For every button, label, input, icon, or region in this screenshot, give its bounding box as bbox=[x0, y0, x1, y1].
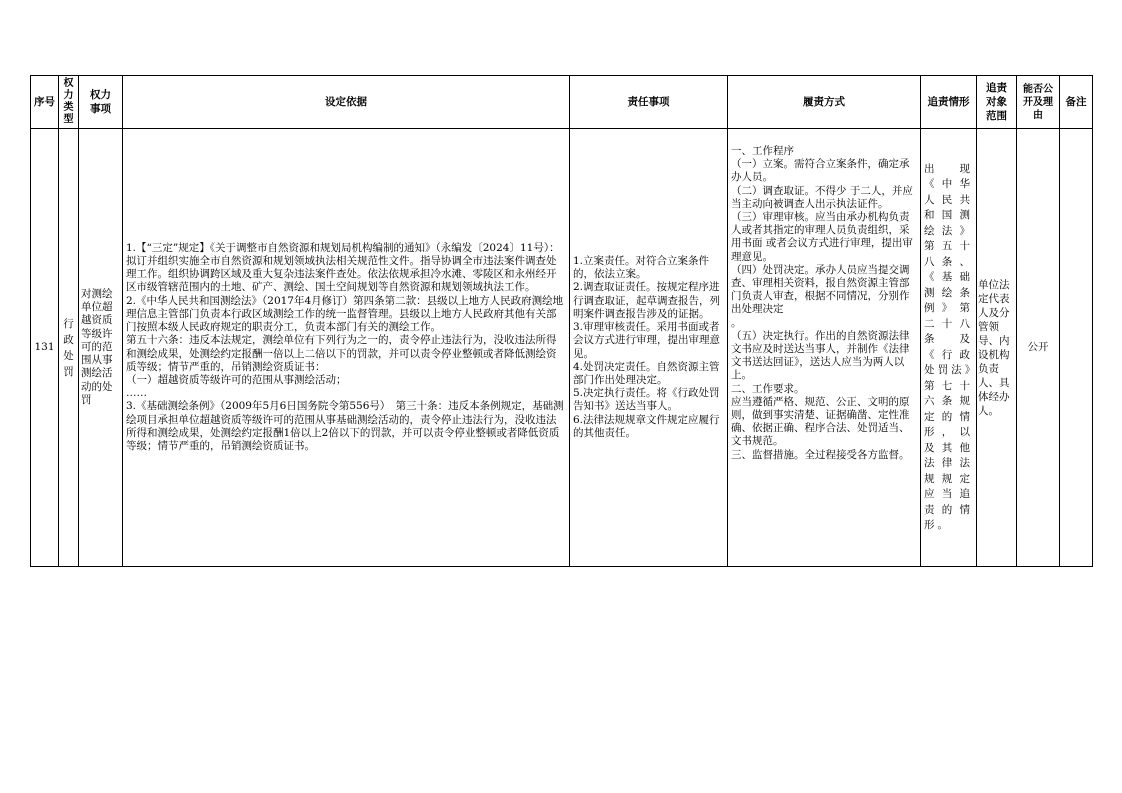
header-seq: 序号 bbox=[31, 76, 59, 129]
header-disclose: 能否公开及理由 bbox=[1017, 76, 1060, 129]
cell-accountability: 出现《中华人民共和国测绘法》第五十八条、《基础测绘条例》第二十八条及《行政处罚法》第七十六条规定的情形，以及其他法律法规规定应当追责的情形。 bbox=[921, 129, 977, 567]
cell-method: 一、工作程序 （一）立案。需符合立案条件，确定承办人员。 （二）调查取证。不得少 于二人，并应当主动向被调查人出示执法证件。 （三）审理审核。应当由承办机构负责人或者其指定的审理人员负责组织，采用书面 或者会议方式进行审理，提出审理意见。 （四）处罚决定。承办人员应当提交调查、审理相关资料，报自然资源主管部门负责人审查，根据不同情况，分别作出处理决定 。 （五）决定执行。作出的自然资源法律文书应及时送达当事人，并制作《法律文书送达回证》，送达人应当为两人以上。 二、工作要求。 应当遵循严格、规范、公正、文明的原则，做到事实清楚、证据确凿、定性准确、依据正确、程序合法、处罚适当、文书规范。 三、监督措施。全过程接受各方监督。 bbox=[728, 129, 921, 567]
header-power-item: 权力事项 bbox=[79, 76, 123, 129]
cell-scope: 单位法定代表人及分管领导、内设机构负责人、具体经办人。 bbox=[977, 129, 1017, 567]
cell-power-type: 行政处罚 bbox=[59, 129, 79, 567]
header-basis: 设定依据 bbox=[123, 76, 570, 129]
cell-responsibility: 1.立案责任。对符合立案条件的，依法立案。 2.调查取证责任。按规定程序进行调查取证，起草调查报告，列明案件调查报告涉及的证据。 3.审理审核责任。采用书面或者会议方式进行审理，提出审理意见。 4.处罚决定责任。自然资源主管部门作出处理决定。 5.决定执行责任。将《行政处罚告知书》送达当事人。 6.法律法规规章文件规定应履行的其他责任。 bbox=[570, 129, 728, 567]
header-remark: 备注 bbox=[1060, 76, 1093, 129]
header-method: 履责方式 bbox=[728, 76, 921, 129]
header-accountability: 追责情形 bbox=[921, 76, 977, 129]
cell-remark bbox=[1060, 129, 1093, 567]
table-row bbox=[31, 129, 1093, 567]
cell-disclose: 公开 bbox=[1017, 129, 1060, 567]
header-row bbox=[31, 76, 1093, 129]
cell-seq: 131 bbox=[31, 129, 59, 567]
power-list-table bbox=[30, 75, 1093, 567]
cell-power-item: 对测绘单位超越资质等级许可的范围从事测绘活动的处罚 bbox=[79, 129, 123, 567]
header-responsibility: 责任事项 bbox=[570, 76, 728, 129]
header-scope: 追责对象范围 bbox=[977, 76, 1017, 129]
header-power-type: 权力类型 bbox=[59, 76, 79, 129]
cell-basis: 1.【“三定”规定】《关于调整市自然资源和规划局机构编制的通知》（永编发〔2024〕11号）：拟订并组织实施全市自然资源和规划领域执法相关规范性文件。指导协调全市违法案件调查处理工作。组织协调跨区域及重大复杂违法案件查处。依法依规承担冷水滩、零陵区和永州经开区市级管辖范围内的土地、矿产、测绘、国土空间规划等自然资源和规划领域执法工作。 2.《中华人民共和国测绘法》（2017年4月修订）第四条第二款：县级以上地方人民政府测绘地理信息主管部门负责本行政区域测绘工作的统一监督管理。县级以上地方人民政府其他有关部门按照本级人民政府规定的职责分工，负责本部门有关的测绘工作。 第五十六条：违反本法规定，测绘单位有下列行为之一的，责令停止违法行为，没收违法所得和测绘成果，处测绘约定报酬一倍以上二倍以下的罚款，并可以责令停业整顿或者降低测绘资质等级；情节严重的，吊销测绘资质证书： （一）超越资质等级许可的范围从事测绘活动； …… 3.《基础测绘条例》（2009年5月6日国务院令第556号） 第三十条：违反本条例规定，基础测绘项目承担单位超越资质等级许可的范围从事基础测绘活动的，责令停止违法行为，没收违法所得和测绘成果，处测绘约定报酬1倍以上2倍以下的罚款，并可以责令停业整顿或者降低资质等级；情节严重的，吊销测绘资质证书。 bbox=[123, 129, 570, 567]
